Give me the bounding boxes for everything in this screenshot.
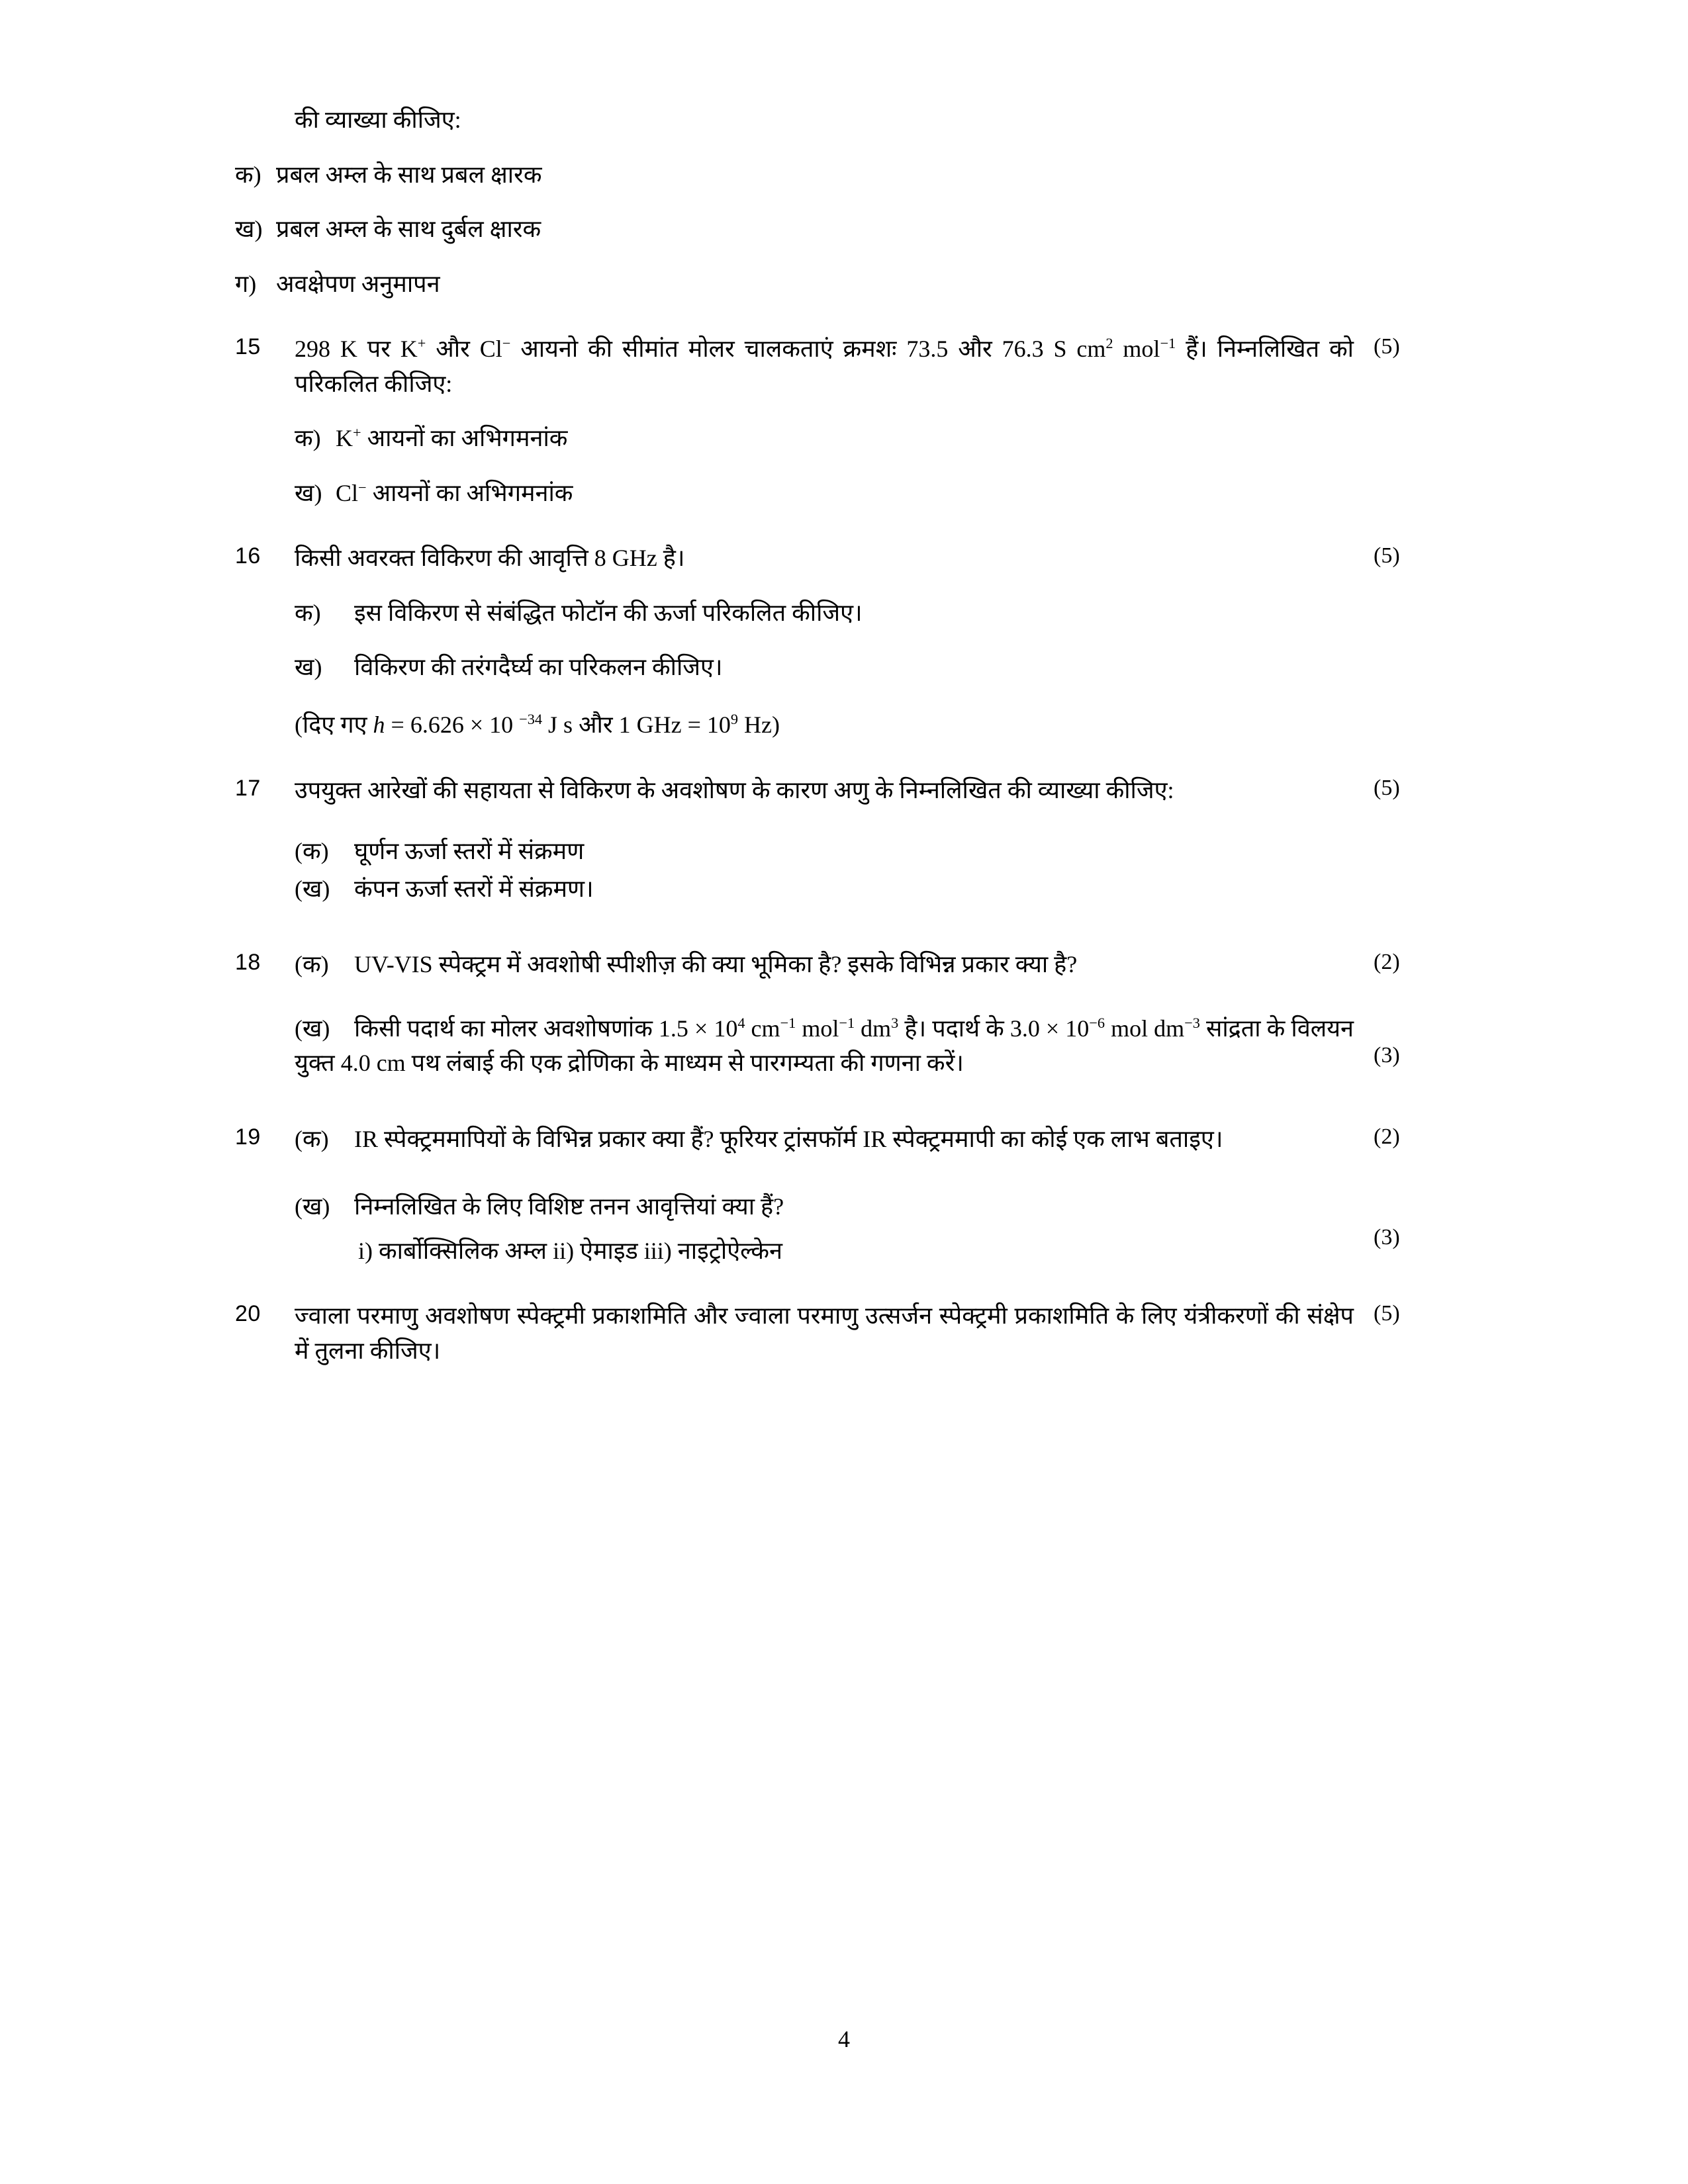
q18b-p1: किसी पदार्थ का मोलर अवशोषणांक 1.5 × 10	[354, 1015, 738, 1042]
intro-item-b	[235, 212, 1433, 247]
question-17-item-b-label: (ख)	[295, 875, 330, 902]
question-18-part-b-marks: (3)	[1374, 1042, 1400, 1068]
question-19-part-b-line	[295, 1189, 1354, 1224]
question-15-number: 15	[235, 334, 261, 360]
spacer	[235, 510, 1433, 541]
question-19-part-a-marks: (2)	[1374, 1124, 1400, 1149]
question-17-item-b-text: कंपन ऊर्जा स्तरों में संक्रमण।	[354, 875, 594, 902]
q15b-sup1: −	[358, 478, 367, 496]
question-16-item-a	[295, 596, 1354, 631]
question-16	[235, 541, 1433, 742]
question-18-part-a-text: UV-VIS स्पेक्ट्रम में अवशोषी स्पीशीज़ की क्या भूमिका है? इसके विभिन्न प्रकार क्या है?	[354, 951, 1078, 978]
q18b-p2: cm	[745, 1015, 780, 1042]
intro-item-a	[235, 158, 1433, 193]
intro-item-a-label: क)	[235, 161, 261, 188]
q16-note-sup2: 9	[730, 711, 739, 728]
spacer	[235, 301, 1433, 332]
q18b-sup5: −6	[1089, 1014, 1105, 1031]
question-18-part-b-text	[295, 1015, 1354, 1077]
question-17-stem: उपयुक्त आरेखों की सहायता से विकिरण के अवशोषण के कारण अणु के निम्नलिखित की व्याख्या कीजिए:	[295, 776, 1174, 803]
question-19-part-b-marks: (3)	[1374, 1225, 1400, 1250]
question-17-items	[295, 834, 1354, 906]
spacer	[235, 906, 1433, 947]
q15-stem-p2: और Cl	[426, 336, 502, 363]
q18b-p3: mol	[796, 1015, 839, 1042]
q18b-p7: सांद्रता के विलयन युक्त 4.0 cm पथ लंबाई की एक द्रोणिका के माध्यम से पारगम्यता की गणना करें।	[295, 1015, 1354, 1077]
q16-note-p4: Hz)	[738, 711, 780, 739]
question-content	[235, 103, 1433, 1369]
intro-item-c-label: ग)	[235, 270, 257, 297]
question-19-part-a-line	[295, 1122, 1354, 1157]
question-16-marks: (5)	[1374, 543, 1400, 569]
question-16-item-b	[295, 650, 1354, 685]
question-16-item-b-text: विकिरण की तरंगदैर्घ्य का परिकलन कीजिए।	[354, 654, 723, 681]
question-17-marks: (5)	[1374, 775, 1400, 800]
intro-item-c	[235, 267, 1433, 302]
question-19-part-a	[295, 1122, 1400, 1157]
intro-item-a-text: प्रबल अम्ल के साथ प्रबल क्षारक	[276, 161, 542, 188]
intro-lead-line: की व्याख्या कीजिए:	[295, 107, 461, 133]
question-16-item-b-label: ख)	[295, 654, 322, 681]
q18b-sup4: 3	[891, 1014, 899, 1031]
question-19-part-a-text: IR स्पेक्ट्रममापियों के विभिन्न प्रकार क्या हैं? फूरियर ट्रांसफॉर्म IR स्पेक्ट्रममापी का कोई एक लाभ बताइए।	[354, 1125, 1223, 1152]
question-19-part-b-text: निम्नलिखित के लिए विशिष्ट तनन आवृत्तियां क्या हैं?	[354, 1193, 784, 1220]
spacer	[235, 1268, 1433, 1298]
q15a-p1: K	[336, 425, 353, 452]
question-16-item-a-text: इस विकिरण से संबंद्धित फोटॉन की ऊर्जा परिकलित कीजिए।	[354, 599, 863, 626]
q18b-p4: dm	[855, 1015, 892, 1042]
q15-stem-sup4: −1	[1160, 335, 1176, 352]
q18b-sup6: −3	[1184, 1014, 1200, 1031]
question-18-part-a-label: (क)	[295, 951, 329, 978]
intro-item-b-label: ख)	[235, 216, 263, 243]
question-18-part-a	[295, 947, 1400, 982]
intro-item-b-text: प्रबल अम्ल के साथ दुर्बल क्षारक	[276, 216, 541, 243]
question-16-items	[295, 596, 1354, 743]
q16-note-p2: = 6.626 × 10	[385, 711, 520, 739]
q15b-p1: Cl	[336, 479, 359, 506]
question-19-part-a-label: (क)	[295, 1125, 329, 1152]
spacer	[235, 743, 1433, 773]
question-18-part-b-label: (ख)	[295, 1015, 330, 1042]
question-18-part-b-line	[295, 1011, 1354, 1081]
q15-stem-sup2: −	[502, 335, 511, 352]
question-18-part-a-marks: (2)	[1374, 950, 1400, 975]
question-16-note	[295, 707, 1354, 743]
question-15-item-b-label: ख)	[295, 479, 322, 506]
question-15-item-a-label: क)	[295, 425, 321, 452]
q15-stem-sup3: 2	[1105, 335, 1113, 352]
question-19-part-b-subitems: i) कार्बोक्सिलिक अम्ल ii) ऐमाइड iii) नाइट्रोऐल्केन	[358, 1237, 782, 1264]
question-18-part-b	[295, 1011, 1400, 1081]
question-19	[235, 1122, 1433, 1269]
question-15-marks: (5)	[1374, 334, 1400, 359]
question-15-items	[295, 421, 1354, 510]
question-18-number: 18	[235, 950, 261, 976]
question-17-number: 17	[235, 775, 261, 801]
q18b-sup3: −1	[839, 1014, 855, 1031]
q15-stem-p1: 298 K पर K	[295, 336, 418, 363]
question-16-item-a-label: क)	[295, 599, 321, 626]
q15-stem-p5: हैं। निम्नलिखित को परिकलित कीजिए:	[295, 336, 1354, 397]
question-16-note-text	[295, 711, 780, 738]
question-15-stem	[295, 332, 1354, 401]
question-17	[235, 773, 1433, 907]
q18b-sup2: −1	[780, 1014, 796, 1031]
question-17-item-b	[295, 872, 1354, 907]
question-15-item-b-text	[336, 480, 573, 506]
q15a-sup1: +	[353, 424, 361, 441]
question-16-number: 16	[235, 543, 261, 569]
question-17-item-a-text: घूर्णन ऊर्जा स्तरों में संक्रमण	[354, 838, 585, 865]
question-15-item-a	[295, 421, 1354, 456]
question-20-marks: (5)	[1374, 1301, 1400, 1326]
question-19-part-b-subitems-row	[358, 1234, 1354, 1269]
question-15-item-a-text	[336, 425, 567, 451]
question-19-part-b-label: (ख)	[295, 1193, 330, 1220]
question-18-part-a-line	[295, 947, 1354, 982]
q15-stem-sup1: +	[417, 335, 426, 352]
q18b-sup1: 4	[737, 1014, 745, 1031]
q18b-p6: mol dm	[1105, 1015, 1185, 1042]
q15b-p2: आयनों का अभिगमनांक	[366, 479, 573, 506]
question-19-number: 19	[235, 1124, 261, 1150]
q15-stem-p4: mol	[1113, 336, 1160, 363]
q15a-p2: आयनों का अभिगमनांक	[361, 425, 568, 452]
q16-note-italic: h	[373, 711, 385, 739]
spacer	[235, 1081, 1433, 1122]
q18b-p5: है। पदार्थ के 3.0 × 10	[898, 1015, 1090, 1042]
question-17-item-a-label: (क)	[295, 838, 329, 865]
intro-block	[235, 103, 1433, 301]
intro-item-c-text: अवक्षेपण अनुमापन	[276, 270, 440, 297]
question-18	[235, 947, 1433, 1081]
q16-note-p3: J s और 1 GHz = 10	[542, 711, 731, 739]
page-number: 4	[838, 2026, 850, 2052]
question-16-stem: किसी अवरक्त विकिरण की आवृत्ति 8 GHz है।	[295, 545, 685, 572]
q16-note-p1: (दिए गए	[295, 711, 373, 739]
question-20-number: 20	[235, 1301, 261, 1327]
question-15-item-b	[295, 476, 1354, 511]
question-19-part-b	[295, 1189, 1400, 1268]
question-17-item-a	[295, 834, 1354, 869]
question-20-stem: ज्वाला परमाणु अवशोषण स्पेक्ट्रमी प्रकाशमिति और ज्वाला परमाणु उत्सर्जन स्पेक्ट्रमी प्रकाशमिति के लिए यंत्रीकरणों की संक्षेप में तुलना कीजिए।	[295, 1302, 1354, 1365]
question-15	[235, 332, 1433, 510]
question-20	[235, 1298, 1433, 1368]
q15-stem-p3: आयनो की सीमांत मोलर चालकताएं क्रमशः 73.5 और 76.3 S cm	[510, 336, 1106, 363]
q16-note-sup1: −34	[519, 711, 543, 728]
